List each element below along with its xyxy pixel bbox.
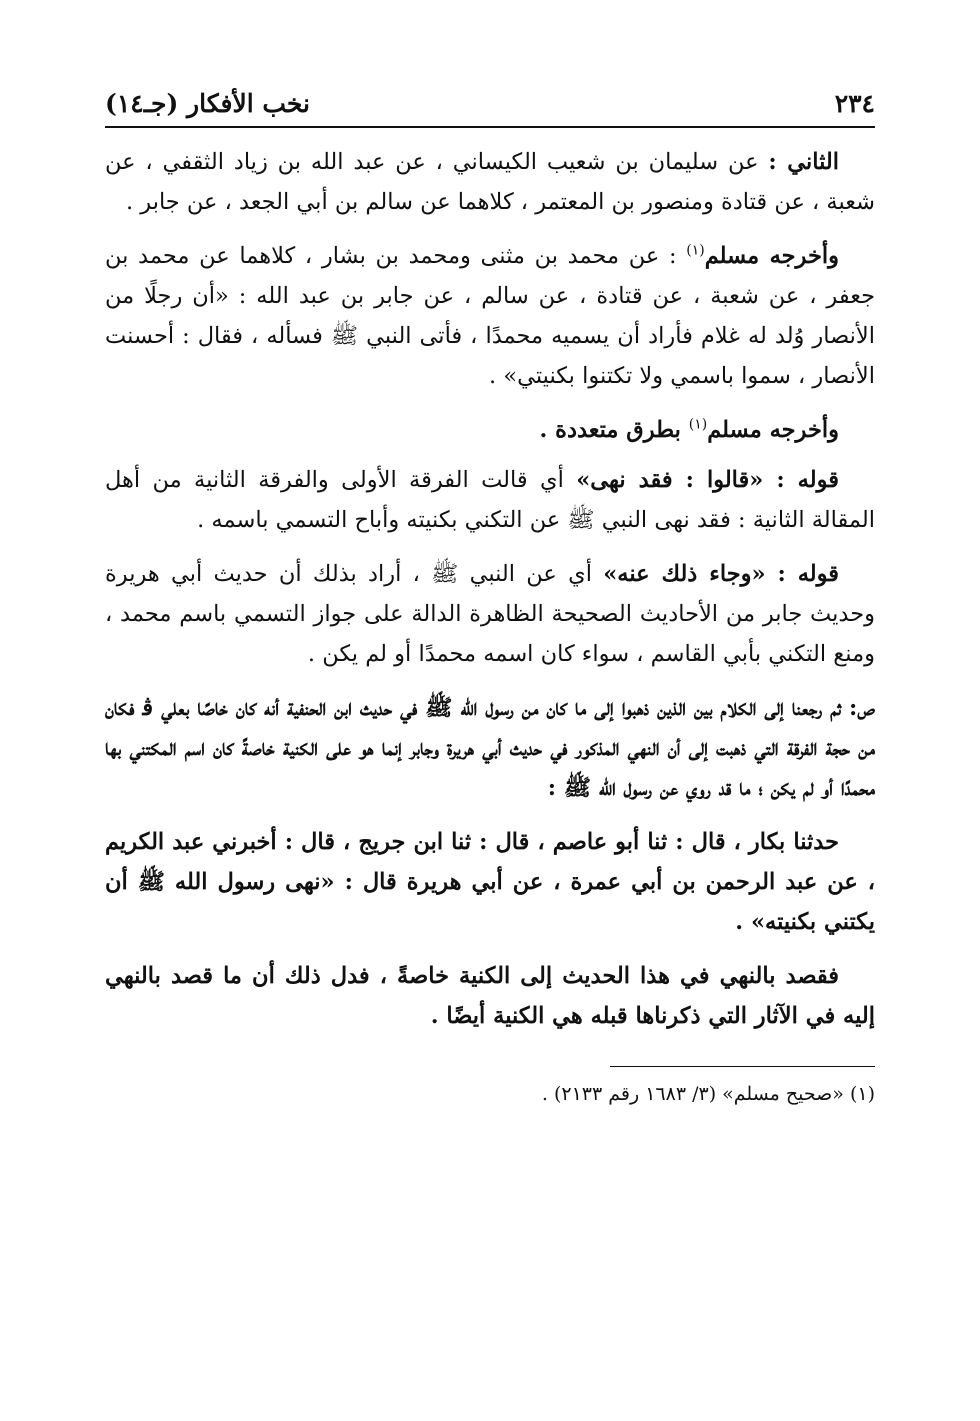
paragraph-commentary-jaa xyxy=(105,554,875,674)
paragraph-text: أي قالت الفرقة الأولى والفرقة الثانية من أهل المقالة الثانية : فقد نهى النبي ﷺ عن التكني بكنيته وأباح التسمي باسمه . xyxy=(105,467,875,533)
running-header xyxy=(105,78,875,118)
book-title: نخب الأفكار (جـ١٤) xyxy=(105,89,311,118)
paragraph-label: وأخرجه مسلم xyxy=(707,417,839,443)
paragraph-main-text xyxy=(105,688,875,808)
paragraph-label: وأخرجه مسلم xyxy=(704,243,839,269)
footnote-marker[interactable]: (١) xyxy=(686,242,705,259)
footnote-rule xyxy=(610,1066,875,1067)
paragraph-text: بطرق متعددة . xyxy=(539,417,689,443)
paragraph-commentary-nahy xyxy=(105,460,875,540)
paragraph-text: ص: ثم رجعنا إلى الكلام بين الذين ذهبوا إلى ما كان من رسول الله ﷺ في حديث ابن الحنفية أنه كان خاصًا بعلي ﭬ فكان من حجة الفرقة التي ذهبت إلى أن النهي المذكور في حديث أبي هريرة وجابر إنما هو على الكنية خاصةً كان اسم المكتني بها محمدًا أو لم يكن ؛ ما قد روي عن رسول الله ﷺ : xyxy=(105,695,875,801)
header-rule xyxy=(105,126,875,128)
paragraph-text: : عن محمد بن مثنى ومحمد بن بشار ، كلاهما عن محمد بن جعفر ، عن شعبة ، عن قتادة ، عن سالم ، عن جابر بن عبد الله : «أن رجلًا من الأنصار وُلد له غلام فأراد أن يسميه محمدًا ، فأتى النبي ﷺ فسأله ، فقال : أحسنت الأنصار ، سموا باسمي ولا تكتنوا بكنيتي» . xyxy=(105,243,875,389)
paragraph-muslim-multiple xyxy=(105,410,875,450)
paragraph-text: أي عن النبي ﷺ ، أراد بذلك أن حديث أبي هريرة وحديث جابر من الأحاديث الصحيحة الظاهرة الدالة على جواز التسمي باسم محمد ، ومنع التكني بأبي القاسم ، سواء كان اسمه محمدًا أو لم يكن . xyxy=(105,561,875,667)
footnote-marker[interactable]: (١) xyxy=(688,416,708,433)
paragraph-text: حدثنا بكار ، قال : ثنا أبو عاصم ، قال : ثنا ابن جريج ، قال : أخبرني عبد الكريم ، عن عبد الرحمن بن أبي عمرة ، عن أبي هريرة قال : «نهى رسول الله ﷺ أن يكتني بكنيته» . xyxy=(105,829,875,935)
paragraph-muslim-narration xyxy=(105,236,875,396)
book-page xyxy=(105,78,875,1109)
paragraph-label: قوله : «وجاء ذلك عنه» xyxy=(603,561,840,587)
paragraph-text: عن سليمان بن شعيب الكيساني ، عن عبد الله بن زياد الثقفي ، عن شعبة ، عن قتادة ومنصور بن المعتمر ، كلاهما عن سالم بن أبي الجعد ، عن جابر . xyxy=(105,149,875,215)
page-number: ٢٣٤ xyxy=(834,89,875,118)
paragraph-conclusion xyxy=(105,956,875,1036)
paragraph-text: فقصد بالنهي في هذا الحديث إلى الكنية خاصةً ، فدل ذلك أن ما قصد بالنهي إليه في الآثار التي ذكرناها قبله هي الكنية أيضًا . xyxy=(105,963,875,1029)
paragraph-label: قوله : «قالوا : فقد نهى» xyxy=(576,467,839,493)
footnote: (١) «صحيح مسلم» (٣/ ١٦٨٣ رقم ٢١٣٣) . xyxy=(541,1083,875,1105)
paragraph-hadith-chain xyxy=(105,822,875,942)
paragraph-chain-second xyxy=(105,142,875,222)
paragraph-label: الثاني : xyxy=(768,149,839,175)
